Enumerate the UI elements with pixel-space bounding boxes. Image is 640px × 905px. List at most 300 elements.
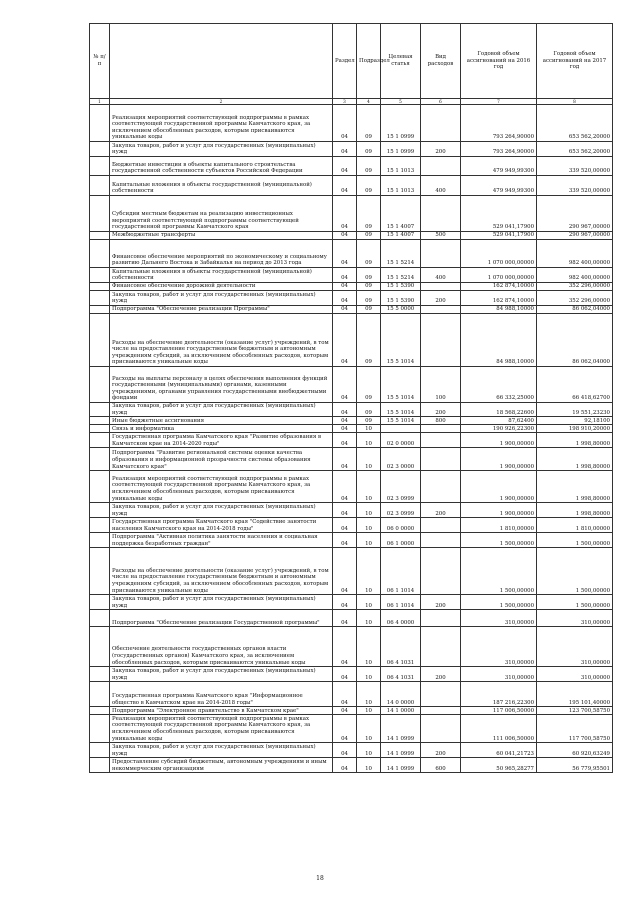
cell-pr: 10 [357,518,381,533]
cell-v1: 1 900,00000 [461,448,537,471]
table-row [90,105,613,142]
cell-vr: 200 [421,403,461,417]
cell-v2: 290 967,00000 [537,196,613,232]
cell-v2: 1 998,80000 [537,433,613,448]
cell-vr [421,715,461,743]
cell-num [90,707,110,715]
cell-rz: 04 [333,707,357,715]
cell-name: Расходы на обеспечение деятельности (оказание услуг) учреждений, в том числе на предоставление государственным бюджетным и автономным учреждениям субсидий, за исключением обособленных расходов, которым присваиваются уникальные коды [110,548,333,595]
cell-rz: 04 [333,268,357,283]
column-number: 6 [421,99,461,105]
cell-num [90,533,110,548]
cell-rz: 04 [333,682,357,707]
cell-v2: 86 062,04000 [537,306,613,314]
cell-vr: 200 [421,595,461,610]
cell-num [90,157,110,176]
cell-num [90,105,110,142]
cell-num [90,417,110,425]
cell-vr [421,627,461,667]
table-row [90,471,613,503]
cell-rz: 04 [333,715,357,743]
cell-v1: 1 900,00000 [461,471,537,503]
cell-name: Межбюджетные трансферты [110,232,333,240]
cell-rz: 04 [333,743,357,758]
cell-num [90,196,110,232]
cell-csr: 15 1 4007 [381,196,421,232]
cell-num [90,433,110,448]
cell-num [90,403,110,417]
cell-vr [421,157,461,176]
cell-v2: 66 418,62700 [537,367,613,403]
cell-name: Государственная программа Камчатского края "Содействие занятости населения Камчатского края на 2014-2018 годы" [110,518,333,533]
cell-rz: 04 [333,367,357,403]
cell-v2: 1 810,00000 [537,518,613,533]
cell-csr: 15 1 5390 [381,283,421,291]
cell-v1: 310,00000 [461,610,537,627]
table-row [90,425,613,433]
cell-vr: 800 [421,417,461,425]
cell-name: Связь и информатика [110,425,333,433]
cell-vr [421,283,461,291]
cell-csr: 14 1 0999 [381,758,421,773]
cell-num [90,142,110,157]
header-amount-2017: Годовой объем ассигнований на 2017 год [537,24,613,99]
table-row [90,715,613,743]
cell-v2: 310,00000 [537,627,613,667]
cell-vr [421,314,461,367]
table-row [90,627,613,667]
cell-pr: 09 [357,268,381,283]
header-podrazdel: Подраздел [357,24,381,99]
cell-csr: 14 1 0000 [381,707,421,715]
cell-pr: 09 [357,314,381,367]
table-row [90,707,613,715]
cell-pr: 10 [357,548,381,595]
cell-csr: 02 3 0000 [381,448,421,471]
cell-vr: 200 [421,667,461,682]
cell-rz: 04 [333,448,357,471]
cell-csr: 14 1 0999 [381,715,421,743]
table-row [90,283,613,291]
budget-sheet [89,23,612,773]
cell-rz: 04 [333,417,357,425]
cell-name: Закупка товаров, работ и услуг для государственных (муниципальных) нужд [110,503,333,518]
cell-vr [421,518,461,533]
cell-pr: 10 [357,425,381,433]
cell-vr [421,433,461,448]
cell-num [90,548,110,595]
cell-vr [421,306,461,314]
cell-pr: 09 [357,367,381,403]
table-row [90,667,613,682]
cell-pr: 10 [357,595,381,610]
cell-name: Расходы на обеспечение деятельности (оказание услуг) учреждений, в том числе на предоставление государственным бюджетным и автономным учреждениям субсидий, за исключением обособленных расходов, которым присваиваются уникальные коды [110,314,333,367]
cell-num [90,758,110,773]
table-row [90,448,613,471]
cell-csr: 15 1 0999 [381,105,421,142]
cell-csr: 14 0 0000 [381,682,421,707]
table-row [90,758,613,773]
cell-v2: 352 296,00000 [537,291,613,306]
cell-name: Государственная программа Камчатского края "Информационное общество в Камчатском крае на 2014-2018 годы" [110,682,333,707]
table-row [90,268,613,283]
cell-csr: 15 1 1013 [381,176,421,196]
cell-name: Подпрограмма "Обеспечение реализации Программы" [110,306,333,314]
table-row [90,533,613,548]
cell-rz: 04 [333,232,357,240]
cell-v1: 60 041,21723 [461,743,537,758]
cell-num [90,283,110,291]
cell-name: Предоставление субсидий бюджетным, автономным учреждениям и иным некоммерческим организациям [110,758,333,773]
cell-pr: 10 [357,433,381,448]
cell-v2: 60 920,63249 [537,743,613,758]
cell-rz: 04 [333,314,357,367]
header-expense-type: Вид расходов [421,24,461,99]
cell-v1: 18 568,22600 [461,403,537,417]
cell-rz: 04 [333,610,357,627]
table-row [90,232,613,240]
cell-pr: 10 [357,627,381,667]
table-row [90,196,613,232]
cell-vr [421,548,461,595]
table-row [90,518,613,533]
cell-rz: 04 [333,548,357,595]
cell-num [90,595,110,610]
cell-num [90,268,110,283]
cell-pr: 09 [357,142,381,157]
cell-name: Обеспечение деятельности государственных органов власти (государственных органов) Камчатского края, за исключением обособленных расходов, которым присваиваются уникальные коды [110,627,333,667]
cell-csr: 15 5 1014 [381,367,421,403]
cell-v1: 1 500,00000 [461,533,537,548]
cell-v2: 982 400,00000 [537,240,613,268]
table-row [90,682,613,707]
cell-csr: 06 4 0000 [381,610,421,627]
cell-vr: 200 [421,743,461,758]
cell-csr: 06 1 0000 [381,533,421,548]
cell-csr: 15 5 1014 [381,403,421,417]
cell-num [90,715,110,743]
cell-pr: 09 [357,306,381,314]
cell-vr [421,196,461,232]
cell-name: Капитальные вложения в объекты государственной (муниципальной) собственности [110,268,333,283]
cell-name: Закупка товаров, работ и услуг для государственных (муниципальных) нужд [110,667,333,682]
cell-name: Закупка товаров, работ и услуг для государственных (муниципальных) нужд [110,595,333,610]
column-number: 2 [110,99,333,105]
cell-csr: 15 1 5214 [381,268,421,283]
cell-csr: 15 5 0000 [381,306,421,314]
table-row [90,595,613,610]
cell-v1: 793 264,90000 [461,142,537,157]
cell-vr [421,471,461,503]
table-row [90,142,613,157]
cell-num [90,743,110,758]
header-name [110,24,333,99]
cell-vr: 400 [421,176,461,196]
cell-num [90,367,110,403]
cell-name: Подпрограмма "Электронное правительство в Камчатском крае" [110,707,333,715]
cell-rz: 04 [333,503,357,518]
cell-v1: 1 070 000,00000 [461,240,537,268]
cell-pr: 10 [357,715,381,743]
cell-name: Иные бюджетные ассигнования [110,417,333,425]
cell-v1: 190 926,22300 [461,425,537,433]
cell-csr: 06 4 1031 [381,667,421,682]
cell-csr: 15 1 4007 [381,232,421,240]
header-amount-2016: Годовой объем ассигнований на 2016 год [461,24,537,99]
cell-vr: 200 [421,142,461,157]
header-num: № п/п [90,24,110,99]
cell-v1: 1 900,00000 [461,433,537,448]
cell-num [90,291,110,306]
cell-v1: 479 949,99300 [461,176,537,196]
cell-v2: 1 500,00000 [537,595,613,610]
cell-v2: 339 520,00000 [537,157,613,176]
cell-pr: 10 [357,707,381,715]
cell-csr: 15 1 5390 [381,291,421,306]
cell-v1: 793 264,90000 [461,105,537,142]
cell-pr: 09 [357,176,381,196]
cell-name: Подпрограмма "Обеспечение реализации Государственной программы" [110,610,333,627]
cell-v1: 162 874,10000 [461,291,537,306]
cell-num [90,503,110,518]
cell-name: Капитальные вложения в объекты государственной (муниципальной) собственности [110,176,333,196]
cell-v2: 123 700,58750 [537,707,613,715]
cell-v2: 1 998,80000 [537,471,613,503]
cell-vr [421,425,461,433]
cell-num [90,667,110,682]
cell-rz: 04 [333,196,357,232]
cell-vr [421,240,461,268]
cell-v2: 198 910,20000 [537,425,613,433]
cell-num [90,232,110,240]
cell-num [90,306,110,314]
cell-pr: 10 [357,743,381,758]
cell-name: Реализация мероприятий соответствующей подпрограммы в рамках соответствующей государственной программы Камчатского края, за исключением обособленных расходов, которым присваиваются уникальные коды [110,105,333,142]
cell-pr: 10 [357,533,381,548]
cell-v2: 1 500,00000 [537,548,613,595]
table-row [90,367,613,403]
cell-num [90,425,110,433]
cell-pr: 09 [357,283,381,291]
cell-v1: 111 006,50000 [461,715,537,743]
header-target-article: Целевая статья [381,24,421,99]
cell-v1: 50 965,28277 [461,758,537,773]
cell-v2: 290 967,00000 [537,232,613,240]
cell-pr: 10 [357,682,381,707]
cell-rz: 04 [333,240,357,268]
table-row [90,306,613,314]
column-number: 1 [90,99,110,105]
cell-v1: 84 988,10000 [461,306,537,314]
page-number: 18 [316,875,324,882]
table-header-row [90,24,613,99]
cell-vr [421,448,461,471]
cell-v1: 529 041,17900 [461,232,537,240]
cell-pr: 09 [357,291,381,306]
cell-pr: 09 [357,240,381,268]
cell-v2: 92,18100 [537,417,613,425]
column-number: 3 [333,99,357,105]
cell-pr: 10 [357,503,381,518]
cell-vr [421,610,461,627]
cell-num [90,682,110,707]
cell-csr: 15 1 5214 [381,240,421,268]
cell-v2: 1 998,80000 [537,503,613,518]
cell-csr: 02 0 0000 [381,433,421,448]
cell-name: Финансовое обеспечение дорожной деятельности [110,283,333,291]
cell-v2: 195 101,40000 [537,682,613,707]
cell-csr [381,425,421,433]
cell-v1: 1 810,00000 [461,518,537,533]
cell-num [90,627,110,667]
cell-v2: 339 520,00000 [537,176,613,196]
cell-v2: 653 562,20000 [537,142,613,157]
cell-v1: 1 900,00000 [461,503,537,518]
cell-v1: 1 070 000,00000 [461,268,537,283]
column-number: 4 [357,99,381,105]
cell-csr: 15 1 1013 [381,157,421,176]
table-row [90,157,613,176]
cell-v1: 87,62400 [461,417,537,425]
cell-vr: 600 [421,758,461,773]
cell-rz: 04 [333,425,357,433]
cell-csr: 15 1 0999 [381,142,421,157]
cell-name: Подпрограмма "Активная политика занятости населения и социальная поддержка безработных граждан" [110,533,333,548]
cell-csr: 06 1 1014 [381,548,421,595]
cell-pr: 10 [357,610,381,627]
cell-v1: 187 216,22300 [461,682,537,707]
cell-name: Закупка товаров, работ и услуг для государственных (муниципальных) нужд [110,142,333,157]
cell-v1: 1 500,00000 [461,595,537,610]
cell-v1: 66 332,25000 [461,367,537,403]
cell-csr: 02 3 0999 [381,503,421,518]
cell-v2: 352 296,00000 [537,283,613,291]
cell-v2: 1 500,00000 [537,533,613,548]
cell-rz: 04 [333,403,357,417]
table-row [90,433,613,448]
cell-name: Расходы на выплаты персоналу в целях обеспечения выполнения функций государственными (муниципальными) органами, казенными учреждениями, органами управления государственными внебюджетными фондами [110,367,333,403]
table-body [90,105,613,773]
cell-pr: 09 [357,232,381,240]
cell-v1: 84 988,10000 [461,314,537,367]
cell-vr [421,707,461,715]
cell-name: Закупка товаров, работ и услуг для государственных (муниципальных) нужд [110,403,333,417]
cell-csr: 06 1 1014 [381,595,421,610]
cell-name: Реализация мероприятий соответствующей подпрограммы в рамках соответствующей государственной программы Камчатского края, за исключением обособленных расходов, которым присваиваются уникальные коды [110,715,333,743]
cell-rz: 04 [333,627,357,667]
cell-vr [421,105,461,142]
table-row [90,610,613,627]
cell-v2: 310,00000 [537,610,613,627]
cell-v1: 310,00000 [461,667,537,682]
cell-rz: 04 [333,157,357,176]
table-row [90,503,613,518]
cell-num [90,448,110,471]
cell-v2: 310,00000 [537,667,613,682]
cell-name: Государственная программа Камчатского края "Развитие образования в Камчатском крае на 2014-2020 годы" [110,433,333,448]
cell-csr: 06 4 1031 [381,627,421,667]
cell-rz: 04 [333,176,357,196]
table-row [90,240,613,268]
cell-num [90,518,110,533]
budget-table [89,23,613,773]
cell-rz: 04 [333,105,357,142]
cell-vr: 400 [421,268,461,283]
cell-v2: 117 700,58750 [537,715,613,743]
cell-num [90,240,110,268]
cell-pr: 09 [357,196,381,232]
cell-rz: 04 [333,667,357,682]
cell-rz: 04 [333,533,357,548]
table-row [90,291,613,306]
cell-csr: 15 5 1014 [381,314,421,367]
cell-vr: 200 [421,291,461,306]
column-number: 7 [461,99,537,105]
cell-v2: 653 562,20000 [537,105,613,142]
column-number: 5 [381,99,421,105]
cell-csr: 02 3 0999 [381,471,421,503]
cell-num [90,176,110,196]
cell-v2: 19 551,23230 [537,403,613,417]
cell-name: Бюджетные инвестиции в объекты капитального строительства государственной собственности субъектов Российской Федерации [110,157,333,176]
cell-rz: 04 [333,518,357,533]
cell-v2: 86 062,04000 [537,314,613,367]
cell-rz: 04 [333,306,357,314]
cell-vr: 200 [421,503,461,518]
cell-pr: 10 [357,448,381,471]
cell-rz: 04 [333,433,357,448]
cell-vr: 100 [421,367,461,403]
cell-v2: 1 998,80000 [537,448,613,471]
cell-v1: 529 041,17900 [461,196,537,232]
cell-num [90,610,110,627]
cell-pr: 09 [357,417,381,425]
cell-v1: 310,00000 [461,627,537,667]
cell-name: Реализация мероприятий соответствующей подпрограммы в рамках соответствующей государственной программы Камчатского края, за исключением обособленных расходов, которым присваиваются уникальные коды [110,471,333,503]
cell-v1: 479 949,99300 [461,157,537,176]
table-row [90,548,613,595]
cell-v1: 117 006,50000 [461,707,537,715]
cell-v1: 162 874,10000 [461,283,537,291]
cell-num [90,471,110,503]
cell-pr: 10 [357,667,381,682]
cell-rz: 04 [333,758,357,773]
cell-pr: 09 [357,157,381,176]
column-number: 8 [537,99,613,105]
cell-name: Подпрограмма "Развитие региональной системы оценки качества образования и информационной прозрачности системы образования Камчатского края" [110,448,333,471]
cell-name: Закупка товаров, работ и услуг для государственных (муниципальных) нужд [110,291,333,306]
cell-v1: 1 500,00000 [461,548,537,595]
cell-num [90,314,110,367]
cell-v2: 982 400,00000 [537,268,613,283]
cell-vr: 500 [421,232,461,240]
cell-rz: 04 [333,471,357,503]
cell-pr: 09 [357,403,381,417]
cell-pr: 10 [357,758,381,773]
cell-vr [421,533,461,548]
table-row [90,743,613,758]
cell-csr: 15 5 1014 [381,417,421,425]
cell-name: Финансовое обеспечение мероприятий по экономическому и социальному развитию Дальнего Востока и Забайкалья на период до 2013 года [110,240,333,268]
table-row [90,314,613,367]
cell-csr: 06 0 0000 [381,518,421,533]
cell-rz: 04 [333,142,357,157]
header-razdel: Раздел [333,24,357,99]
cell-csr: 14 1 0999 [381,743,421,758]
cell-rz: 04 [333,595,357,610]
cell-pr: 10 [357,471,381,503]
table-row [90,403,613,417]
